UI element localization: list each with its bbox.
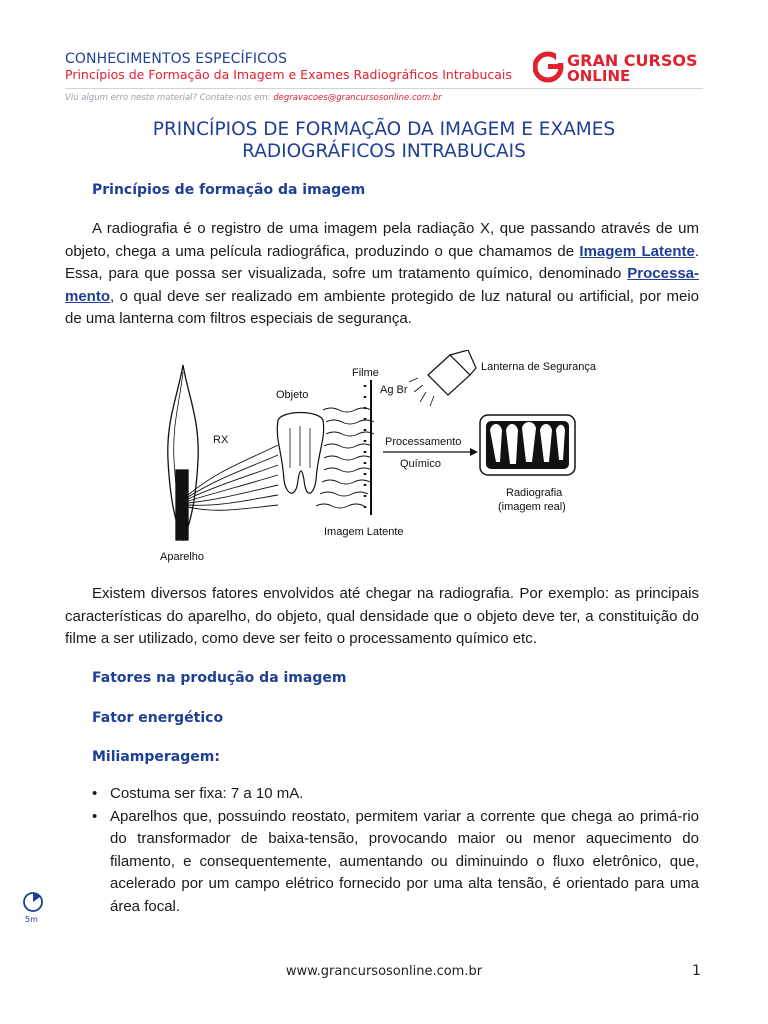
logo-text-bottom: ONLINE <box>567 67 631 84</box>
contact-prefix: Viu algum erro neste material? Contate-nos em: <box>65 93 274 103</box>
label-objeto: Objeto <box>276 389 309 401</box>
label-imagem-latente: Imagem Latente <box>324 526 404 538</box>
page-title-line1: PRINCÍPIOS DE FORMAÇÃO DA IMAGEM E EXAMES <box>152 119 616 140</box>
header-contact <box>65 93 442 103</box>
label-rx: RX <box>213 434 229 446</box>
label-agbr: Ag Br <box>380 384 408 396</box>
intro-text-a: A radiografia é o registro de uma imagem pela radiação X, que passando através de um objeto, chega a uma película radiográfica, produzindo o que chamamos de <box>65 220 699 260</box>
contact-email[interactable]: degravacoes@grancursosonline.com.br <box>273 93 442 103</box>
heading-fator-energetico: Fator energético <box>92 710 224 726</box>
ray-waves <box>316 408 374 508</box>
miliamperagem-list <box>92 783 699 918</box>
process-arrowhead <box>470 448 478 456</box>
timer-icon[interactable] <box>22 891 44 913</box>
radiograph-image <box>480 415 575 475</box>
label-radiografia: Radiografia <box>506 487 563 499</box>
logo-text-top: GRAN CURSOS <box>567 51 698 70</box>
list-item <box>92 783 699 806</box>
paragraph-intro <box>65 218 699 331</box>
heading-principios: Princípios de formação da imagem <box>92 182 366 198</box>
intro-text-b: . Essa, para que possa ser visualizada, sofre um tratamento químico, denominado <box>65 242 699 282</box>
list-item-text: Costuma ser fixa: 7 a 10 mA. <box>110 785 304 802</box>
label-imagem-real: (imagem real) <box>498 501 566 513</box>
label-processamento: Processamento <box>385 436 462 448</box>
film <box>365 380 371 515</box>
safety-lamp <box>409 350 476 406</box>
page-number: 1 <box>692 963 701 979</box>
timer-label: 5m <box>25 915 38 924</box>
bullet-dot: • <box>92 807 98 825</box>
footer-url[interactable]: www.grancursosonline.com.br <box>285 964 483 979</box>
header-section: CONHECIMENTOS ESPECÍFICOS <box>65 51 288 67</box>
fatores-intro-text: Existem diversos fatores envolvidos até chegar na radiografia. Por exemplo: as principais características do aparelho, do objeto, qual densidade que o objeto deve ter, a constituição do filme a ser utilizado, como deve ser feito o processamento químico etc. <box>65 585 699 647</box>
label-lanterna: Lanterna de Segurança <box>481 361 596 373</box>
label-filme: Filme <box>352 367 379 379</box>
header-subtitle: Princípios de Formação da Imagem e Exames Radiográficos Intrabucais <box>65 67 512 82</box>
xray-device <box>168 365 198 540</box>
intro-text-c: , o qual deve ser realizado em ambiente protegido de luz natural ou artificial, por meio de uma lanterna com filtros especiais de segurança. <box>65 287 699 327</box>
link-imagem-latente[interactable]: Imagem Latente <box>579 242 695 260</box>
heading-fatores: Fatores na produção da imagem <box>92 670 347 686</box>
paragraph-fatores-intro <box>65 583 699 651</box>
heading-miliamperagem: Miliamperagem: <box>92 749 220 765</box>
link-processamento[interactable]: Processa-mento <box>65 265 699 305</box>
list-item-text: Aparelhos que, possuindo reostato, permitem variar a corrente que chega ao primá-rio do transformador de baixa-tensão, provocando maior ou menor aquecimento do filamento, e consequentemente, aumentando ou diminuindo o fluxo eletrônico, que, acelerado por um campo elétrico fornecido por uma alta tensão, é orientado para uma área focal. <box>110 807 699 915</box>
tooth-object <box>277 413 323 494</box>
bullet-dot: • <box>92 785 98 802</box>
radiography-diagram <box>158 350 610 565</box>
gran-cursos-logo[interactable] <box>533 50 703 84</box>
xray-beam <box>188 445 278 510</box>
label-aparelho: Aparelho <box>160 551 205 563</box>
page-title-line2: RADIOGRÁFICOS INTRABUCAIS <box>242 141 526 162</box>
list-item <box>92 806 699 919</box>
header-divider <box>65 88 703 89</box>
label-quimico: Químico <box>400 458 441 470</box>
